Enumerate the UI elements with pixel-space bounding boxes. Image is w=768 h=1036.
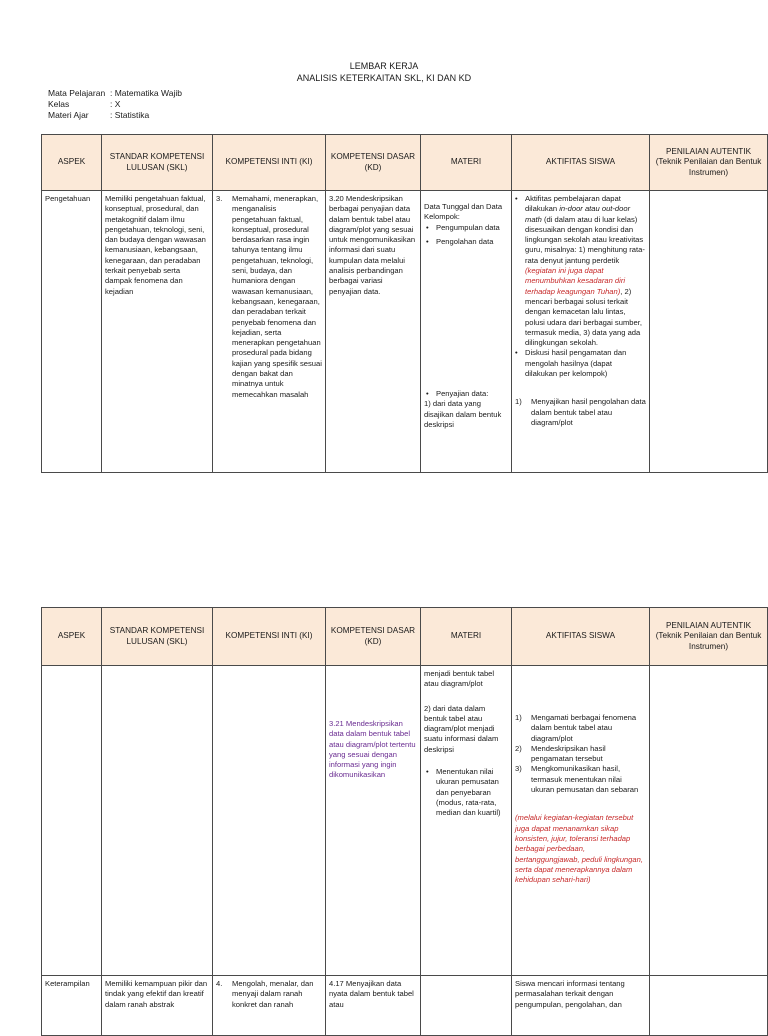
col-ki: KOMPETENSI INTI (KI)	[213, 608, 326, 666]
analysis-table-1	[41, 134, 768, 473]
cell-penilaian	[650, 666, 768, 976]
meta-kelas-value: : X	[110, 99, 121, 109]
document-title: LEMBAR KERJA	[349, 61, 419, 71]
ki-number: 3.	[216, 194, 223, 203]
col-penilaian: PENILAIAN AUTENTIK (Teknik Penilaian dan Bentuk Instrumen)	[650, 135, 768, 191]
col-penilaian: PENILAIAN AUTENTIK (Teknik Penilaian dan Bentuk Instrumen)	[650, 608, 768, 666]
meta-materi-value: : Statistika	[110, 110, 150, 120]
materi-numbered-2: 2) dari data dalam bentuk tabel atau diagram/plot menjadi suatu informasi dalam deskripsi	[424, 703, 499, 754]
meta-mapel-label: Mata Pelajaran	[48, 88, 106, 98]
cell-aspek: Pengetahuan	[42, 191, 102, 473]
cell-skl: Memiliki kemampuan pikir dan tindak yang efektif dan kreatif dalam ranah abstrak	[102, 976, 213, 1036]
ki-text: Mengolah, menalar, dan menyaji dalam ranah konkret dan ranah	[232, 979, 314, 1009]
bullet-icon: •	[426, 236, 429, 246]
aktifitas-text: (di dalam atau di luar kelas) disesuaikan dengan kondisi dan lingkungan sekolah atau kreativitas guru, misalnya: 1) menghitung rata-rata denyut jantung perdetik	[525, 214, 645, 265]
cell-ki	[213, 666, 326, 976]
meta-kelas-label: Kelas	[48, 99, 70, 109]
aktifitas-numbered-2: Mendeskripsikan hasil pengamatan tersebut	[531, 743, 606, 764]
meta-materi-label: Materi Ajar	[48, 110, 89, 120]
table-header-row	[42, 135, 768, 191]
cell-penilaian	[650, 976, 768, 1036]
cell-ki	[213, 976, 326, 1036]
col-aspek: ASPEK	[42, 135, 102, 191]
aktifitas-num: 2)	[515, 743, 522, 753]
materi-intro: Data Tunggal dan Data Kelompok:	[424, 202, 503, 222]
bullet-icon: •	[515, 348, 518, 358]
aktifitas-note: (melalui kegiatan-kegiatan tersebut juga dapat menanamkan sikap konsisten, jujur, toleransi terhadap berbagai perbedaan, bertanggungjawab, peduli lingkungan, serta dapat menerapkannya dalam kehidupan sehari-hari)	[515, 813, 643, 885]
aktifitas-bullet-2: Diskusi hasil pengamatan dan mengolah hasilnya (dapat dilakukan per kelompok)	[525, 348, 627, 379]
bullet-icon: •	[426, 222, 429, 232]
table-row	[42, 666, 768, 976]
cell-skl	[102, 666, 213, 976]
materi-continued: menjadi bentuk tabel atau diagram/plot	[424, 669, 495, 689]
bullet-icon: •	[515, 194, 518, 203]
cell-materi	[421, 191, 512, 473]
col-skl: STANDAR KOMPETENSI LULUSAN (SKL)	[102, 608, 213, 666]
meta-mapel-value: : Matematika Wajib	[110, 88, 182, 98]
col-aspek: ASPEK	[42, 608, 102, 666]
materi-bullet-2: Pengolahan data	[436, 236, 494, 246]
ki-text: Memahami, menerapkan, menganalisis pengetahuan faktual, konseptual, prosedural berdasarkan rasa ingin tahunya tentang ilmu pengetahuan, teknologi, seni, budaya, dan humaniora dengan wawasan kemanusiaan, kebangsaan, kenegaraan, dan peradaban terkait penyebab fenomena dan kejadian, serta menerapkan pengetahuan prosedural pada bidang kajian yang spesifik sesuai dengan bakat dan minatnya untuk memecahkan masalah	[232, 194, 322, 399]
aktifitas-num: 1)	[515, 397, 522, 407]
cell-materi	[421, 666, 512, 976]
cell-materi	[421, 976, 512, 1036]
aktifitas-note: (kegiatan ini juga dapat menumbuhkan kesadaran diri terhadap keagungan Tuhan)	[525, 266, 626, 296]
col-skl: STANDAR KOMPETENSI LULUSAN (SKL)	[102, 135, 213, 191]
cell-aktifitas	[512, 666, 650, 976]
cell-kd	[326, 666, 421, 976]
table-header-row	[42, 608, 768, 666]
col-materi: MATERI	[421, 608, 512, 666]
materi-numbered-1: 1) dari data yang disajikan dalam bentuk deskripsi	[424, 399, 502, 430]
bullet-icon: •	[426, 767, 429, 777]
cell-aspek	[42, 666, 102, 976]
aktifitas-num: 3)	[515, 764, 522, 774]
col-kd: KOMPETENSI DASAR (KD)	[326, 608, 421, 666]
col-ki: KOMPETENSI INTI (KI)	[213, 135, 326, 191]
kd-text: 3.21 Mendeskripsikan data dalam bentuk tabel atau diagram/plot tertentu yang sesuai dengan informasi yang ingin dikomunikasikan	[329, 719, 416, 780]
aktifitas-bullet-1	[525, 194, 646, 348]
table-row	[42, 191, 768, 473]
materi-bullet: Menentukan nilai ukuran pemusatan dan penyebaran (modus, rata-rata, median dan kuartil)	[436, 767, 501, 818]
aktifitas-text: Aktifitas pembelajaran dapat dilakukan	[525, 194, 621, 214]
aktifitas-text: , 2) mencari berbagai solusi terkait dengan kemacetan lalu lintas, polusi udara dari berbagai sumber, termasuk media, 3) data yang ada dilingkungan sekolah.	[525, 286, 642, 348]
aktifitas-num: 1)	[515, 713, 522, 722]
materi-bullet-3: Penyajian data:	[436, 389, 489, 399]
meta-info	[48, 88, 182, 121]
aktifitas-italic: in-door atau out-door math	[525, 204, 631, 224]
ki-number: 4.	[216, 979, 223, 988]
col-aktifitas: AKTIFITAS SISWA	[512, 608, 650, 666]
cell-penilaian	[650, 191, 768, 473]
cell-aktifitas: Siswa mencari informasi tentang permasalahan terkait dengan pengumpulan, pengolahan, dan	[512, 976, 650, 1036]
table-row	[42, 976, 768, 1036]
aktifitas-numbered-1: Menyajikan hasil pengolahan data dalam bentuk tabel atau diagram/plot	[531, 397, 646, 427]
document-subtitle: ANALISIS KETERKAITAN SKL, KI DAN KD	[296, 73, 472, 83]
aktifitas-numbered-3: Mengkomunikasikan hasil, termasuk menentukan nilai ukuran pemusatan dan sebaran	[531, 764, 639, 795]
col-kd: KOMPETENSI DASAR (KD)	[326, 135, 421, 191]
cell-ki	[213, 191, 326, 473]
page-header	[0, 60, 768, 84]
materi-bullet-1: Pengumpulan data	[436, 222, 500, 232]
analysis-table-2	[41, 607, 768, 1036]
aktifitas-numbered-1: Mengamati berbagai fenomena dalam bentuk tabel atau diagram/plot	[531, 713, 637, 743]
col-aktifitas: AKTIFITAS SISWA	[512, 135, 650, 191]
cell-kd: 4.17 Menyajikan data nyata dalam bentuk tabel atau	[326, 976, 421, 1036]
col-materi: MATERI	[421, 135, 512, 191]
cell-aktifitas	[512, 191, 650, 473]
bullet-icon: •	[426, 389, 429, 399]
cell-aspek: Keterampilan	[42, 976, 102, 1036]
cell-kd: 3.20 Mendeskripsikan berbagai penyajian data dalam bentuk tabel atau diagram/plot yang sesuai untuk mengomunikasikan informasi dari suatu kumpulan data melalui analisis perbandingan berbagai variasi penyajian data.	[326, 191, 421, 473]
cell-skl: Memiliki pengetahuan faktual, konseptual, prosedural, dan metakognitif dalam ilmu pengetahuan, teknologi, seni, dan budaya dengan wawasan kemanusiaan, kebangsaan, kenegaraan, dan peradaban terkait penyebab serta dampak fenomena dan kejadian	[102, 191, 213, 473]
